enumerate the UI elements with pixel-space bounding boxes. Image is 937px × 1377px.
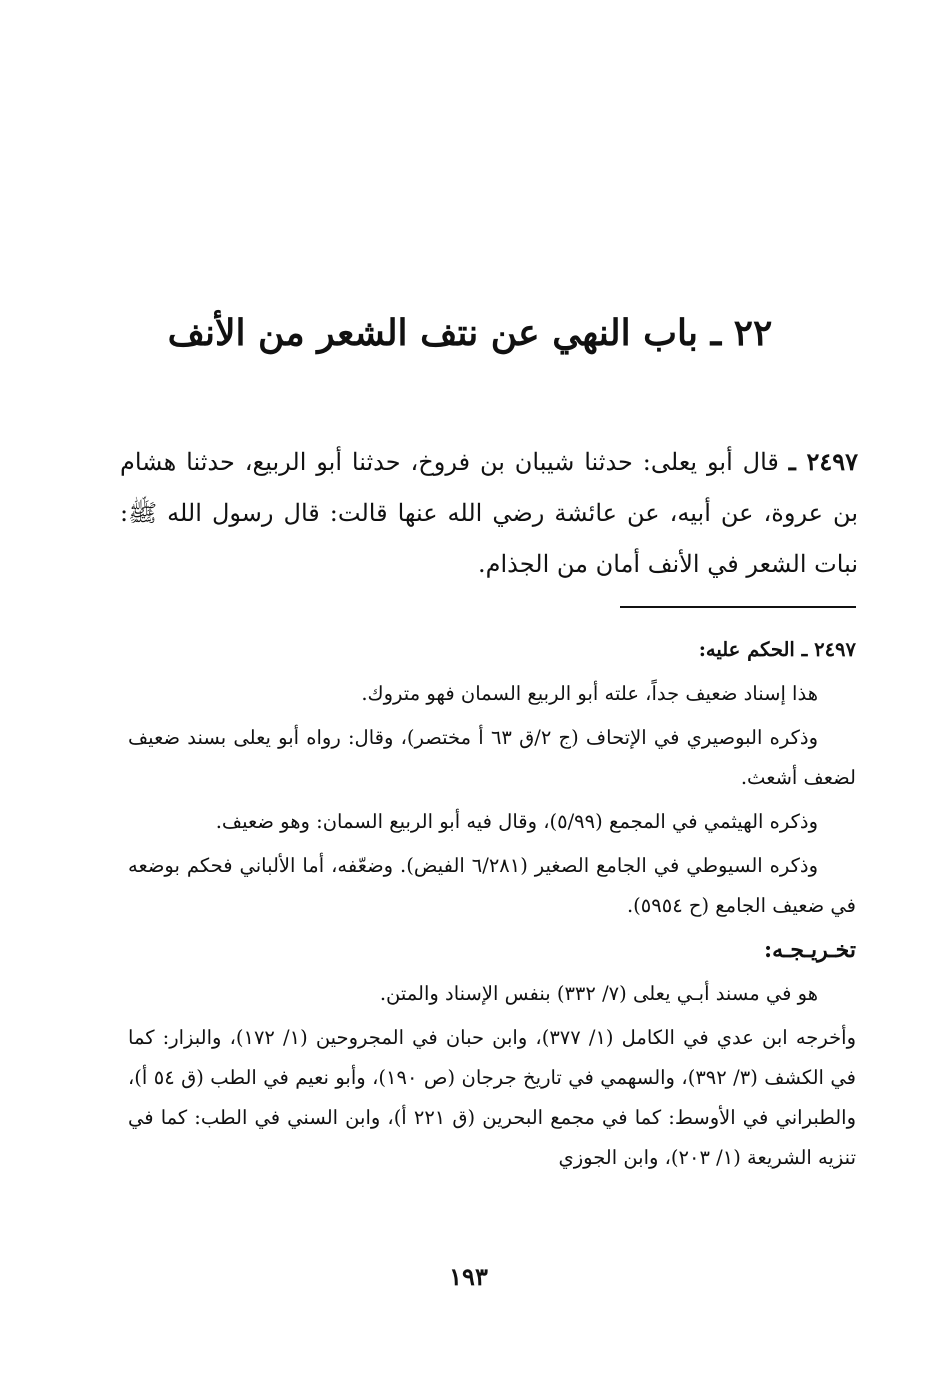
ruling-paragraph-4: وذكره السيوطي في الجامع الصغير (٦/٢٨١ الفيض). وضعّفه، أما الألباني فحكم بوضعه في ضعيف الجامع (ح ٥٩٥٤). [128,854,856,917]
ruling-paragraph-2: وذكره البوصيري في الإتحاف (ج ٢/ق ٦٣ أ مختصر)، وقال: رواه أبو يعلى بسند ضعيف لضعف أشعث. [128,726,856,789]
chapter-title: ٢٢ ـ باب النهي عن نتف الشعر من الأنف [167,312,773,354]
takhrij-paragraph-1: هو في مسند أبـي يعلى (٧/ ٣٣٢) بنفس الإسناد والمتن. [379,982,818,1005]
hadith-body: قال أبو يعلى: حدثنا شيبان بن فروخ، حدثنا أبو الربيع، حدثنا هشام بن عروة، عن أبيه، عن عائشة رضي الله عنها قالت: قال رسول الله ﷺ: نبات الشعر في الأنف أمان من الجذام. [120,448,858,578]
footnote-divider [620,606,856,608]
ruling-heading: ٢٤٩٧ ـ الحكم عليه: [698,638,856,661]
footnotes [128,630,856,1182]
ruling-paragraph-3: وذكره الهيثمي في المجمع (٥/٩٩)، وقال فيه أبو الربيع السمان: وهو ضعيف. [215,810,818,833]
ruling-paragraph-1: هذا إسناد ضعيف جداً، علته أبو الربيع السمان فهو متروك. [361,682,818,705]
hadith-text-block [120,436,858,590]
takhrij-paragraph-2: وأخرجه ابن عدي في الكامل (١/ ٣٧٧)، وابن حبان في المجروحين (١/ ١٧٢)، والبزار: كما في الكشف (٣/ ٣٩٢)، والسهمي في تاريخ جرجان (ص ١٩٠)، وأبو نعيم في الطب (ق ٥٤ أ)، والطبراني في الأوسط: كما في مجمع البحرين (ق ٢٢١ أ)، وابن السني في الطب: كما في تنزيه الشريعة (١/ ٢٠٣)، وابن الجوزي [128,1026,857,1169]
takhrij-heading: تخـريـجـه: [763,937,856,963]
hadith-number: ٢٤٩٧ ـ [788,447,858,476]
page-number: ١٩٣ [449,1262,488,1291]
